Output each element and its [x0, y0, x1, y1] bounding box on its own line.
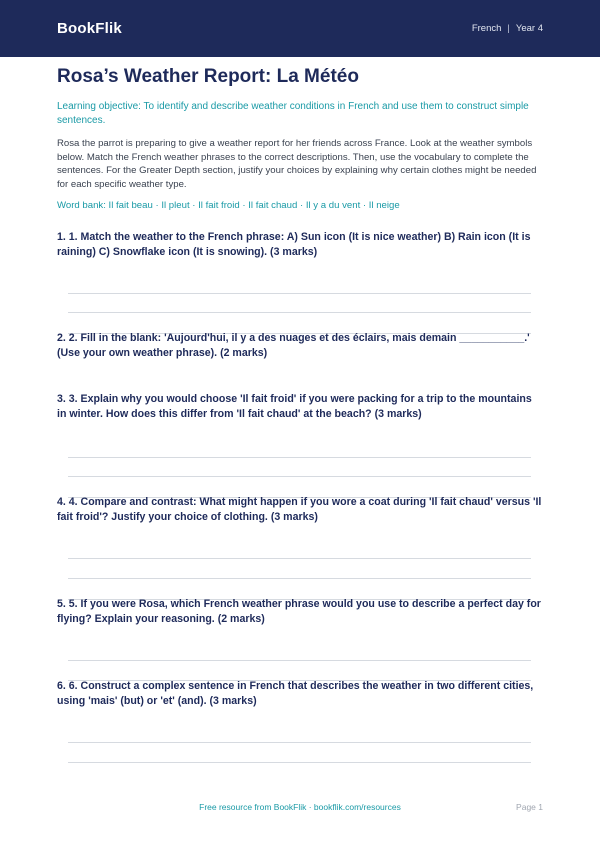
answer-line: [68, 457, 531, 458]
learning-objective: Learning objective: To identify and describe weather conditions in French and use them to construct simple sentences.: [57, 101, 529, 126]
question-3: 3. 3. Explain why you would choose 'Il fait froid' if you were packing for a trip to the mountains in winter. How does this differ from 'Il fait chaud' at the beach? (3 marks): [57, 393, 532, 420]
intro-paragraph: Rosa the parrot is preparing to give a weather report for her friends across France. Look at the weather symbols below. Match the French weather phrases to the correct descriptions. Then, use the vocabulary to complete the sentences. For the Greater Depth section, justify your choices by explaining why certain clothes might be needed for each specific weather type.: [57, 138, 537, 190]
answer-line: [68, 312, 531, 313]
answer-line: [68, 742, 531, 743]
meta-separator: |: [507, 23, 510, 34]
answer-line: [68, 293, 531, 294]
subject-label: French: [471, 23, 502, 34]
answer-line: [68, 660, 531, 661]
subject-year-label: [472, 23, 543, 34]
brand-logo: BookFlik: [57, 20, 122, 37]
answer-line: [68, 578, 531, 579]
answer-line: [68, 558, 531, 559]
question-5: 5. 5. If you were Rosa, which French weather phrase would you use to describe a perfect day for flying? Explain your reasoning. (2 marks): [57, 598, 541, 625]
footer-credit-link[interactable]: Free resource from BookFlik · bookflik.com/resources: [199, 802, 401, 812]
word-bank: Word bank: Il fait beau · Il pleut · Il fait froid · Il fait chaud · Il y a du vent · Il neige: [57, 200, 400, 211]
page-header: [0, 0, 600, 57]
answer-line: [68, 476, 531, 477]
question-2: 2. 2. Fill in the blank: 'Aujourd'hui, il y a des nuages et des éclairs, mais demain ___________.' (Use your own weather phrase). (2 marks): [57, 332, 530, 359]
year-label: Year 4: [515, 23, 543, 34]
question-6: 6. 6. Construct a complex sentence in French that describes the weather in two different cities, using 'mais' (but) or 'et' (and). (3 marks): [57, 680, 534, 707]
question-4: 4. 4. Compare and contrast: What might happen if you wore a coat during 'Il fait chaud' versus 'Il fait froid'? Justify your choice of clothing. (3 marks): [57, 496, 542, 523]
worksheet-title: Rosa’s Weather Report: La Météo: [57, 66, 359, 87]
page-number: Page 1: [516, 802, 543, 812]
question-1: 1. 1. Match the weather to the French phrase: A) Sun icon (It is nice weather) B) Rain icon (It is raining) C) Snowflake icon (It is snowing). (3 marks): [57, 231, 531, 258]
answer-line: [68, 762, 531, 763]
page-footer: [0, 802, 600, 816]
